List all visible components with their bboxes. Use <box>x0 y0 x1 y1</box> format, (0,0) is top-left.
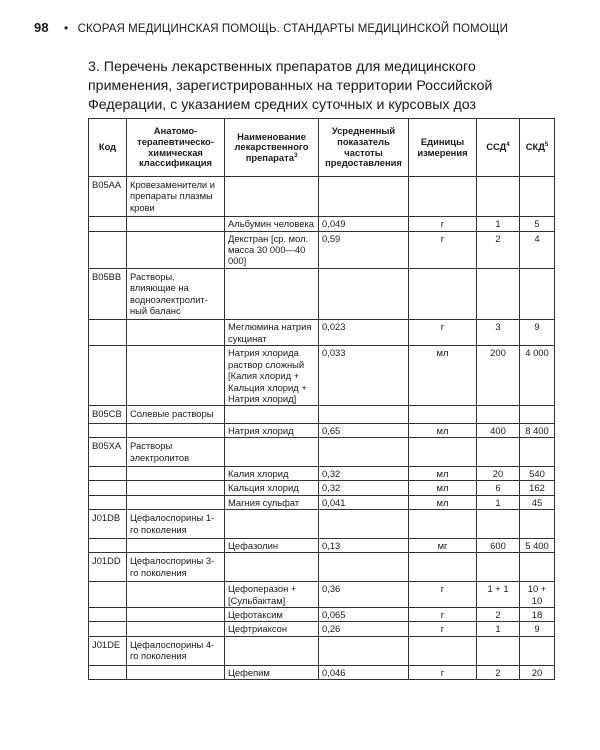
cell-unit: г <box>409 217 477 231</box>
section-title: 3. Перечень лекарственных препаратов для медицинского применения, зарегистрированных на территории Российской Федерации, с указанием средних суточных и курсовых доз <box>88 59 493 113</box>
cell-frequency <box>319 553 409 582</box>
cell-drug: Натрия хлорид <box>225 423 319 437</box>
cell-ssd: 20 <box>477 466 520 480</box>
footnote-ref: 4 <box>506 142 510 149</box>
cell-ssd: 1 <box>477 495 520 509</box>
table-row <box>89 582 555 608</box>
cell-unit: мл <box>409 346 477 406</box>
cell-ssd: 2 <box>477 608 520 622</box>
cell-skd: 10 + 10 <box>520 582 555 608</box>
cell-skd: 4 000 <box>520 346 555 406</box>
cell-ssd <box>477 553 520 582</box>
cell-code <box>89 622 127 636</box>
running-title: СКОРАЯ МЕДИЦИНСКАЯ ПОМОЩЬ. СТАНДАРТЫ МЕДИЦИНСКОЙ ПОМОЩИ <box>77 23 508 35</box>
cell-atc: Солевые растворы <box>127 406 225 423</box>
col-header-code: Код <box>89 119 127 177</box>
cell-skd: 5 <box>520 217 555 231</box>
cell-frequency: 0,32 <box>319 466 409 480</box>
cell-code <box>89 608 127 622</box>
cell-ssd: 1 <box>477 217 520 231</box>
cell-unit: мл <box>409 466 477 480</box>
cell-skd: 5 400 <box>520 538 555 552</box>
cell-atc: Растворы, влияющие на водноэлектролит-ный баланс <box>127 268 225 320</box>
cell-unit: г <box>409 582 477 608</box>
cell-ssd <box>477 406 520 423</box>
cell-atc: Цефалоспорины 4-го поколения <box>127 636 225 665</box>
cell-skd: 162 <box>520 481 555 495</box>
cell-unit <box>409 406 477 423</box>
cell-atc <box>127 608 225 622</box>
table-row <box>89 538 555 552</box>
cell-skd: 18 <box>520 608 555 622</box>
cell-unit <box>409 636 477 665</box>
cell-skd <box>520 177 555 217</box>
cell-drug: Цефазолин <box>225 538 319 552</box>
cell-code <box>89 346 127 406</box>
cell-drug: Цефтриаксон <box>225 622 319 636</box>
cell-skd <box>520 553 555 582</box>
cell-unit <box>409 268 477 320</box>
cell-drug <box>225 636 319 665</box>
cell-frequency <box>319 438 409 467</box>
cell-ssd <box>477 510 520 539</box>
table-row <box>89 231 555 268</box>
cell-unit: мл <box>409 423 477 437</box>
cell-ssd <box>477 636 520 665</box>
cell-unit: мл <box>409 495 477 509</box>
table-row <box>89 466 555 480</box>
cell-drug: Цефепим <box>225 665 319 679</box>
cell-code <box>89 466 127 480</box>
table-group-row <box>89 406 555 423</box>
cell-skd: 9 <box>520 320 555 346</box>
cell-skd <box>520 438 555 467</box>
cell-skd: 540 <box>520 466 555 480</box>
cell-atc: Цефалоспорины 1-го поколения <box>127 510 225 539</box>
col-header-ssd: ССД$^4$ <box>477 119 520 177</box>
cell-drug: Цефотаксим <box>225 608 319 622</box>
table-row <box>89 320 555 346</box>
table-group-row <box>89 510 555 539</box>
cell-frequency: 0,049 <box>319 217 409 231</box>
cell-frequency: 0,59 <box>319 231 409 268</box>
cell-drug: Меглюмина натрия сукцинат <box>225 320 319 346</box>
cell-drug: Альбумин человека <box>225 217 319 231</box>
header-bullet: • <box>63 21 69 35</box>
cell-code <box>89 320 127 346</box>
cell-atc: Цефалоспорины 3-го поколения <box>127 553 225 582</box>
cell-ssd <box>477 268 520 320</box>
cell-ssd <box>477 177 520 217</box>
cell-ssd: 1 + 1 <box>477 582 520 608</box>
cell-unit: г <box>409 608 477 622</box>
running-header <box>34 20 574 35</box>
cell-unit <box>409 510 477 539</box>
table-row <box>89 481 555 495</box>
cell-ssd: 1 <box>477 622 520 636</box>
cell-drug <box>225 406 319 423</box>
cell-atc: Растворы электролитов <box>127 438 225 467</box>
cell-atc <box>127 346 225 406</box>
cell-drug: Калия хлорид <box>225 466 319 480</box>
cell-drug: Натрия хлорида раствор сложный [Калия хлорид + Кальция хлорид + Натрия хлорид] <box>225 346 319 406</box>
cell-drug: Цефоперазон + [Сульбактам] <box>225 582 319 608</box>
cell-code: B05BB <box>89 268 127 320</box>
cell-skd: 20 <box>520 665 555 679</box>
cell-frequency: 0,065 <box>319 608 409 622</box>
cell-skd: 45 <box>520 495 555 509</box>
cell-frequency <box>319 406 409 423</box>
cell-atc: Кровезаменители и препараты плазмы крови <box>127 177 225 217</box>
cell-frequency <box>319 636 409 665</box>
cell-code <box>89 481 127 495</box>
table-header-row <box>89 119 555 177</box>
cell-code: J01DB <box>89 510 127 539</box>
cell-code: J01DD <box>89 553 127 582</box>
cell-drug <box>225 268 319 320</box>
cell-frequency <box>319 177 409 217</box>
table-group-row <box>89 553 555 582</box>
cell-unit <box>409 438 477 467</box>
col-header-skd: СКД$^5$ <box>520 119 555 177</box>
cell-unit: г <box>409 665 477 679</box>
cell-code: J01DE <box>89 636 127 665</box>
col-header-frequency: Усредненный показатель частоты предоставления <box>319 119 409 177</box>
table-row <box>89 622 555 636</box>
cell-code <box>89 665 127 679</box>
cell-drug: Декстран [ср. мол. масса 30 000—40 000] <box>225 231 319 268</box>
col-header-atc: Анатомо-терапевтическо-химическая классификация <box>127 119 225 177</box>
cell-code: B05CB <box>89 406 127 423</box>
cell-ssd: 600 <box>477 538 520 552</box>
table-row <box>89 346 555 406</box>
cell-atc <box>127 320 225 346</box>
cell-frequency: 0,023 <box>319 320 409 346</box>
cell-skd <box>520 636 555 665</box>
col-header-unit: Единицы измерения <box>409 119 477 177</box>
table-group-row <box>89 268 555 320</box>
cell-unit: г <box>409 320 477 346</box>
cell-frequency: 0,65 <box>319 423 409 437</box>
table-row <box>89 495 555 509</box>
cell-unit <box>409 553 477 582</box>
table-row <box>89 608 555 622</box>
table-group-row <box>89 636 555 665</box>
footnote-ref: 5 <box>544 142 549 149</box>
cell-frequency: 0,26 <box>319 622 409 636</box>
cell-atc <box>127 495 225 509</box>
cell-code <box>89 231 127 268</box>
cell-skd: 4 <box>520 231 555 268</box>
cell-atc <box>127 582 225 608</box>
cell-ssd: 6 <box>477 481 520 495</box>
table-row <box>89 665 555 679</box>
table-row <box>89 423 555 437</box>
cell-ssd: 400 <box>477 423 520 437</box>
table-group-row <box>89 177 555 217</box>
cell-unit: мл <box>409 481 477 495</box>
cell-drug: Магния сульфат <box>225 495 319 509</box>
cell-ssd <box>477 438 520 467</box>
cell-skd: 9 <box>520 622 555 636</box>
cell-drug <box>225 510 319 539</box>
cell-code <box>89 217 127 231</box>
cell-code <box>89 423 127 437</box>
cell-ssd: 2 <box>477 231 520 268</box>
cell-atc <box>127 665 225 679</box>
cell-atc <box>127 423 225 437</box>
cell-atc <box>127 466 225 480</box>
cell-frequency: 0,041 <box>319 495 409 509</box>
cell-atc <box>127 481 225 495</box>
cell-skd <box>520 268 555 320</box>
cell-atc <box>127 538 225 552</box>
cell-drug: Кальция хлорид <box>225 481 319 495</box>
cell-skd <box>520 510 555 539</box>
cell-unit: мг <box>409 538 477 552</box>
cell-frequency <box>319 268 409 320</box>
cell-skd: 8 400 <box>520 423 555 437</box>
cell-atc <box>127 217 225 231</box>
cell-code <box>89 582 127 608</box>
cell-code: B05XA <box>89 438 127 467</box>
cell-ssd: 200 <box>477 346 520 406</box>
cell-code <box>89 495 127 509</box>
table-body <box>89 177 555 680</box>
cell-drug <box>225 177 319 217</box>
cell-ssd: 2 <box>477 665 520 679</box>
cell-drug <box>225 553 319 582</box>
cell-ssd: 3 <box>477 320 520 346</box>
cell-code <box>89 538 127 552</box>
cell-frequency: 0,033 <box>319 346 409 406</box>
table-group-row <box>89 438 555 467</box>
cell-atc <box>127 231 225 268</box>
cell-frequency: 0,046 <box>319 665 409 679</box>
cell-frequency: 0,36 <box>319 582 409 608</box>
table-row <box>89 217 555 231</box>
footnote-ref: 3 <box>293 152 298 159</box>
cell-unit: г <box>409 231 477 268</box>
cell-unit: г <box>409 622 477 636</box>
cell-frequency: 0,32 <box>319 481 409 495</box>
cell-skd <box>520 406 555 423</box>
page-number: 98 <box>34 20 49 35</box>
cell-frequency <box>319 510 409 539</box>
cell-code: B05AA <box>89 177 127 217</box>
drug-table <box>88 118 555 680</box>
cell-atc <box>127 622 225 636</box>
cell-frequency: 0,13 <box>319 538 409 552</box>
cell-unit <box>409 177 477 217</box>
cell-drug <box>225 438 319 467</box>
col-header-drug: Наименование лекарственного препарата$^3$ <box>225 119 319 177</box>
